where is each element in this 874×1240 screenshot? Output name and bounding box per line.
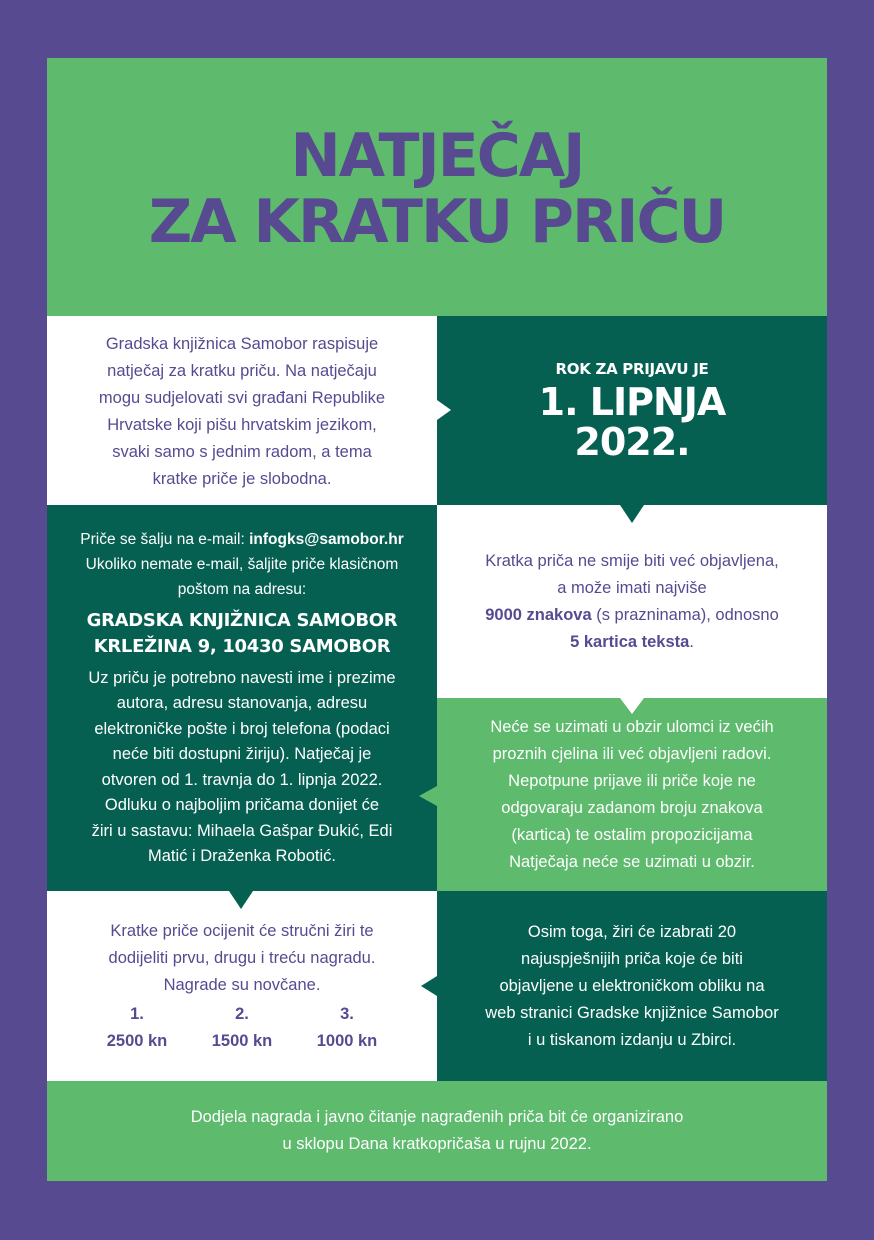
intro-line: natječaj za kratku priču. Na natječaju [107,361,377,380]
exclusions-line: proznih cjelina ili već objavljeni radovi. [492,744,772,763]
footer-line: u sklopu Dana kratkopričaša u rujnu 2022. [282,1135,592,1153]
intro-line: mogu sudjelovati svi građani Republike [98,388,386,407]
title-line-1: NATJEČAJ [290,121,584,191]
intro-block [47,316,437,505]
details-line: Odluku o najboljim pričama donijet će [104,796,380,814]
awards-line: Kratke priče ocijenit će stručni žiri te [110,921,374,940]
exclusions-line: Nepotpune prijave ili priče koje ne [508,771,756,790]
char-limit: 9000 znakova [485,605,592,624]
title-block [47,58,827,316]
details-text [88,666,395,870]
intro-line: Gradska knjižnica Samobor raspisuje [105,334,379,353]
card-limit-rest: . [689,632,694,651]
prize-third [302,1001,392,1055]
prize-amount: 2500 kn [106,1031,168,1050]
length-line: a može imati najviše [557,578,707,597]
postal-address [87,608,398,660]
address-line-1: GRADSKA KNJIŽNICA SAMOBOR [86,609,398,631]
publication-line: Osim toga, žiri će izabrati 20 [527,922,737,941]
exclusions-line: (kartica) te ostalim propozicijama [511,825,753,844]
prize-list [92,1001,392,1055]
awards-block [47,891,437,1081]
details-line: Matić i Draženka Robotić. [148,847,336,865]
poster [47,58,827,1181]
arrow-deadline-down [620,505,644,523]
address-line-2: KRLEŽINA 9, 10430 SAMOBOR [93,635,391,657]
arrow-intro-right [437,400,451,420]
details-line: neće biti dostupni žiriju). Natječaj je [112,745,372,763]
details-line: žiri u sastavu: Mihaela Gašpar Đukić, Edi [91,821,393,840]
length-block [437,505,827,698]
length-line [485,602,779,629]
publication-line: web stranici Gradske knjižnice Samobor [485,1003,779,1022]
prize-second [197,1001,287,1055]
email-line [80,527,403,552]
awards-line: Nagrade su novčane. [163,975,321,994]
mail-line: poštom na adresu: [177,580,307,598]
prize-first [92,1001,182,1055]
card-limit: 5 kartica teksta [570,632,690,651]
prize-amount: 1500 kn [211,1031,273,1050]
title-line-2: ZA KRATKU PRIČU [148,187,726,257]
arrow-submission-down [229,891,253,909]
publication-line: najuspješnijih priča koje će biti [521,949,743,968]
mail-line: Ukoliko nemate e-mail, šaljite priče klasičnom [85,555,399,573]
char-limit-rest: (s prazninama), odnosno [591,605,779,624]
publication-block [437,891,827,1081]
email-prefix: Priče se šalju na e-mail: [80,530,250,548]
length-line [570,629,694,656]
deadline-label: ROK ZA PRIJAVU JE [555,359,709,378]
details-line: otvoren od 1. travnja do 1. lipnja 2022. [101,770,383,789]
publication-line: i u tiskanom izdanju u Zbirci. [527,1030,737,1049]
exclusions-block [437,698,827,891]
prize-amount: 1000 kn [316,1031,378,1050]
publication-line: objavljene u elektroničkom obliku na [499,976,765,995]
arrow-length-down [620,698,644,714]
prize-place: 2. [235,1004,249,1023]
intro-line: Hrvatske koji pišu hrvatskim jezikom, [107,415,377,434]
details-line: elektroničke pošte i broj telefona (podaci [94,719,390,738]
deadline-date-line-1: 1. LIPNJA [538,379,726,424]
awards-line: dodijeliti prvu, drugu i treću nagradu. [108,948,376,967]
exclusions-line: Neće se uzimati u obzir ulomci iz većih [490,717,774,736]
arrow-exclusions-left [419,786,437,806]
email-address[interactable]: infogks@samobor.hr [249,530,404,548]
prize-place: 3. [340,1004,354,1023]
submission-block [47,505,437,891]
exclusions-line: Natječaja neće se uzimati u obzir. [509,852,755,871]
footer-block [47,1081,827,1181]
deadline-block [437,316,827,505]
exclusions-line: odgovaraju zadanom broju znakova [501,798,763,817]
intro-line: svaki samo s jednim radom, a tema [112,442,372,461]
length-line: Kratka priča ne smije biti već objavljena, [485,551,779,570]
deadline-date-line-2: 2022. [574,419,690,464]
intro-line: kratke priče je slobodna. [152,469,332,488]
details-line: autora, adresu stanovanja, adresu [116,694,368,712]
arrow-publication-left [421,976,437,996]
footer-line: Dodjela nagrada i javno čitanje nagrađenih priča bit će organizirano [190,1108,684,1126]
prize-place: 1. [130,1004,144,1023]
details-line: Uz priču je potrebno navesti ime i prezime [88,668,396,687]
